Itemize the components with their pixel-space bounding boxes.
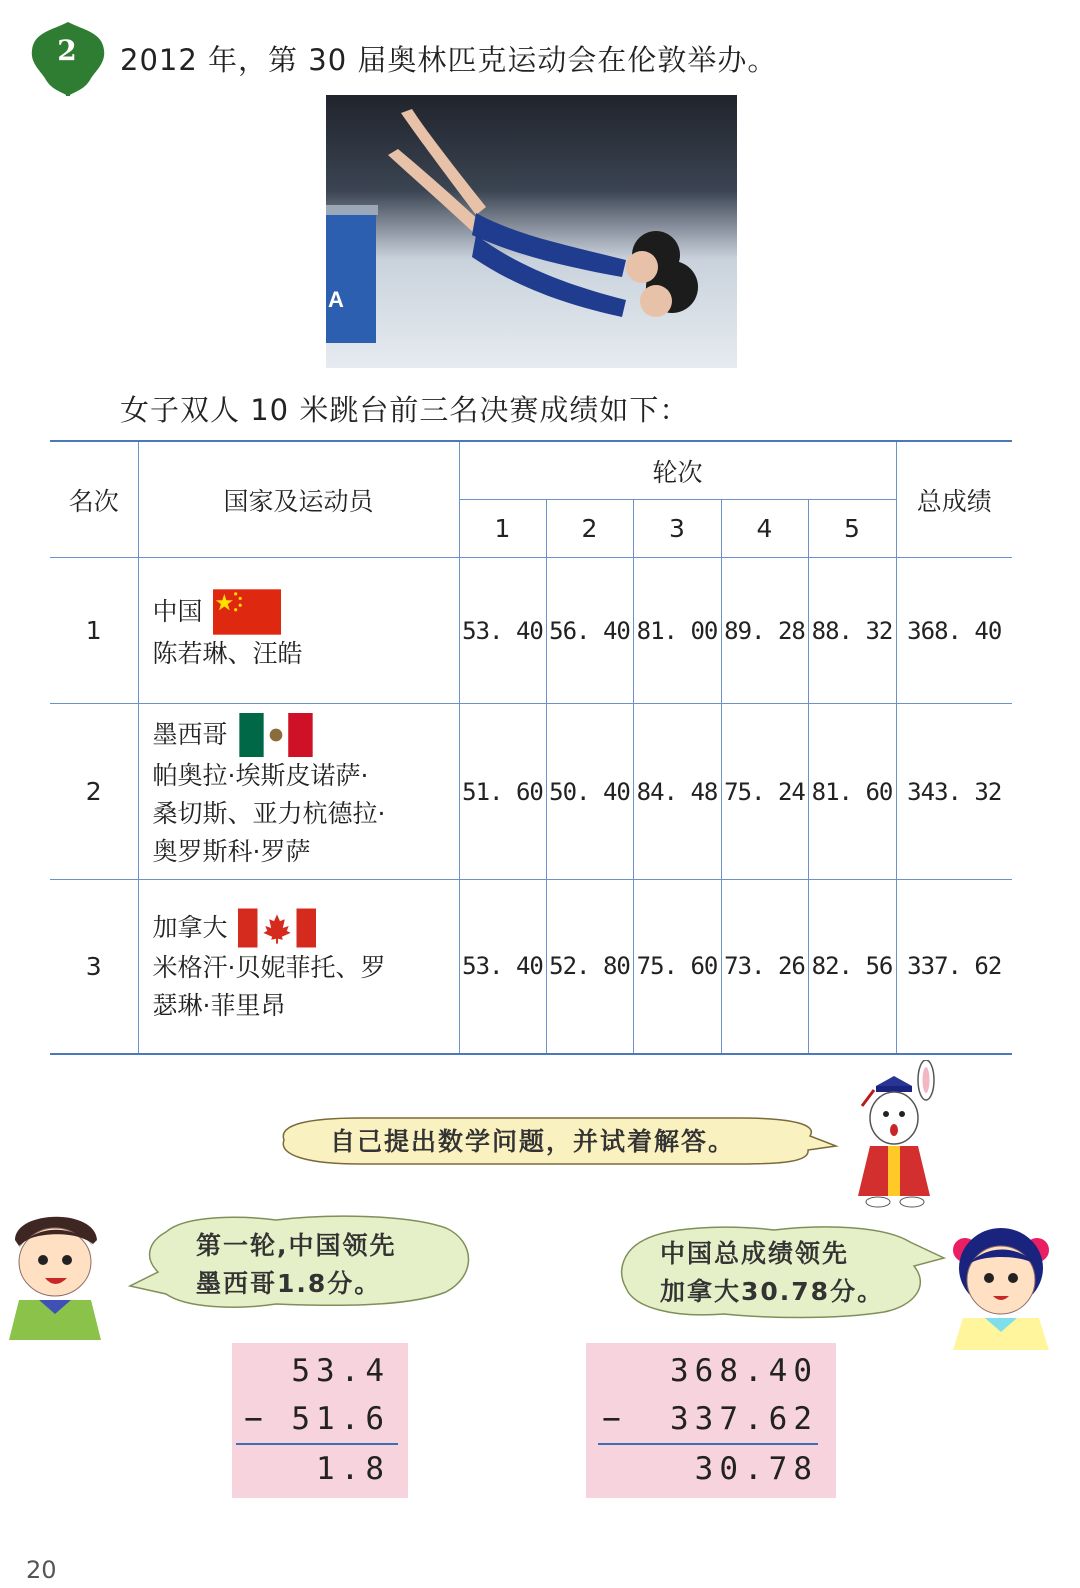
minus-sign: − bbox=[602, 1401, 627, 1437]
total-score: 337. 62 bbox=[896, 880, 1012, 1054]
girl-icon bbox=[945, 1210, 1057, 1350]
header-total: 总成绩 bbox=[896, 441, 1012, 558]
page-number: 20 bbox=[26, 1556, 57, 1584]
round-score: 75. 60 bbox=[633, 880, 721, 1054]
boy-icon bbox=[5, 1200, 105, 1340]
canada-flag-icon bbox=[238, 907, 316, 949]
total-score: 368. 40 bbox=[896, 558, 1012, 704]
athletes-name: 帕奥拉·埃斯皮诺萨· bbox=[152, 760, 369, 790]
table-row bbox=[50, 880, 1012, 1054]
calc-subtrahend: 51.6 bbox=[291, 1401, 390, 1437]
round-score: 84. 48 bbox=[633, 704, 721, 880]
round-score: 56. 40 bbox=[546, 558, 633, 704]
calc-result: 30.78 bbox=[694, 1451, 818, 1487]
boy-bubble-line2: 墨西哥1.8分。 bbox=[196, 1269, 382, 1298]
minus-sign: − bbox=[244, 1401, 269, 1437]
round-number: 5 bbox=[808, 500, 896, 558]
calc-subtrahend: 337.62 bbox=[670, 1401, 818, 1437]
problem-number: 2 bbox=[57, 34, 77, 67]
country-name: 加拿大 bbox=[152, 913, 228, 943]
round-score: 89. 28 bbox=[721, 558, 808, 704]
round-score: 82. 56 bbox=[808, 880, 896, 1054]
svg-text:A: A bbox=[328, 287, 344, 312]
country-name: 墨西哥 bbox=[152, 719, 228, 749]
header-team: 国家及运动员 bbox=[138, 441, 459, 558]
diving-photo bbox=[326, 95, 737, 368]
round-score: 73. 26 bbox=[721, 880, 808, 1054]
round-number: 2 bbox=[546, 500, 633, 558]
team-cell bbox=[138, 704, 459, 880]
calc-underline bbox=[236, 1443, 398, 1445]
round-score: 53. 40 bbox=[459, 880, 546, 1054]
calc-right bbox=[586, 1343, 836, 1498]
mexico-flag-icon bbox=[238, 713, 314, 757]
round-score: 53. 40 bbox=[459, 558, 546, 704]
rank-cell: 2 bbox=[50, 704, 138, 880]
prompt-bubble-text: 自己提出数学问题，并试着解答。 bbox=[330, 1127, 736, 1156]
round-score: 52. 80 bbox=[546, 880, 633, 1054]
rank-cell: 3 bbox=[50, 880, 138, 1054]
athletes-name: 桑切斯、亚力杭德拉· bbox=[152, 798, 386, 828]
score-table bbox=[50, 440, 1012, 1055]
round-score: 88. 32 bbox=[808, 558, 896, 704]
round-score: 50. 40 bbox=[546, 704, 633, 880]
table-row bbox=[50, 558, 1012, 704]
header-rank: 名次 bbox=[50, 441, 138, 558]
round-score: 81. 60 bbox=[808, 704, 896, 880]
calc-left bbox=[232, 1343, 408, 1498]
country-name: 中国 bbox=[152, 596, 203, 626]
athletes-name: 瑟琳·菲里昂 bbox=[152, 991, 286, 1021]
calc-minuend: 53.4 bbox=[291, 1353, 390, 1389]
round-number: 4 bbox=[721, 500, 808, 558]
round-number: 1 bbox=[459, 500, 546, 558]
table-row bbox=[50, 704, 1012, 880]
calc-underline bbox=[598, 1443, 818, 1445]
calc-minuend: 368.40 bbox=[670, 1353, 818, 1389]
boy-bubble-line1: 第一轮,中国领先 bbox=[196, 1231, 397, 1260]
china-flag-icon bbox=[213, 589, 281, 635]
rank-cell: 1 bbox=[50, 558, 138, 704]
girl-bubble-line2: 加拿大30.78分。 bbox=[660, 1277, 885, 1306]
round-score: 51. 60 bbox=[459, 704, 546, 880]
table-caption: 女子双人 10 米跳台前三名决赛成绩如下： bbox=[120, 393, 690, 427]
team-cell bbox=[138, 880, 459, 1054]
total-score: 343. 32 bbox=[896, 704, 1012, 880]
athletes-name: 米格汗·贝妮菲托、罗 bbox=[152, 953, 386, 983]
calc-result: 1.8 bbox=[316, 1451, 390, 1487]
team-cell bbox=[138, 558, 459, 704]
round-number: 3 bbox=[633, 500, 721, 558]
athletes-name: 奥罗斯科·罗萨 bbox=[152, 836, 311, 866]
rabbit-teacher-icon bbox=[854, 1060, 954, 1208]
round-score: 75. 24 bbox=[721, 704, 808, 880]
header-rounds: 轮次 bbox=[459, 441, 896, 500]
girl-bubble-line1: 中国总成绩领先 bbox=[660, 1239, 850, 1268]
problem-statement: 2012 年，第 30 届奥林匹克运动会在伦敦举办。 bbox=[120, 43, 778, 77]
round-score: 81. 00 bbox=[633, 558, 721, 704]
athletes-name: 陈若琳、汪皓 bbox=[152, 638, 303, 668]
